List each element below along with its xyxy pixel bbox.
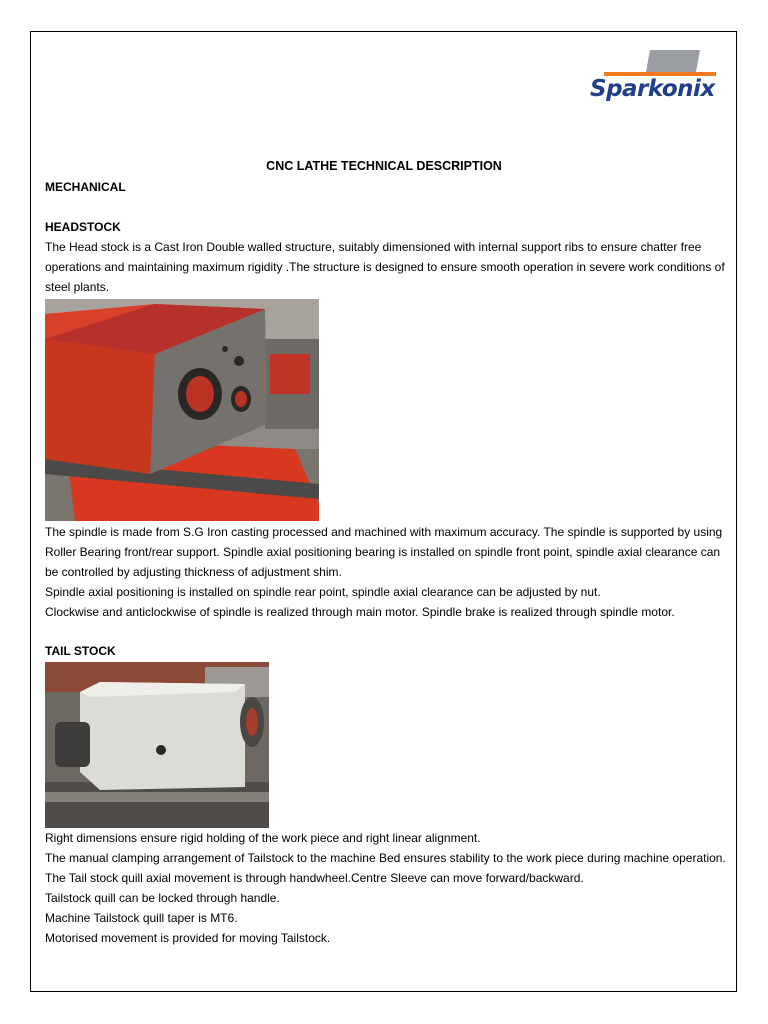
tailstock-detail-line: The Tail stock quill axial movement is through handwheel.Centre Sleeve can move forward/backward. — [45, 871, 584, 885]
headstock-photo — [45, 299, 319, 521]
tailstock-photo — [45, 662, 269, 828]
headstock-detail-line: The spindle is made from S.G Iron casting processed and machined with maximum accuracy. The spindle is supported by using Roller Bearing front/rear support. Spindle axial positioning bearing is installed on spindle front point, spindle axial clearance can be controlled by adjusting thickness of adjustment shim. — [45, 525, 723, 579]
headstock-heading: HEADSTOCK — [45, 220, 121, 234]
tailstock-detail-line: The manual clamping arrangement of Tailstock to the machine Bed ensures stability to the work piece during machine operation. — [45, 851, 726, 865]
tailstock-detail-line: Tailstock quill can be locked through handle. — [45, 891, 280, 905]
tailstock-detail-line: Right dimensions ensure rigid holding of the work piece and right linear alignment. — [45, 831, 481, 845]
tailstock-detail-line: Machine Tailstock quill taper is MT6. — [45, 911, 238, 925]
section-heading: MECHANICAL — [45, 180, 126, 194]
headstock-detail-line: Spindle axial positioning is installed on spindle rear point, spindle axial clearance can be adjusted by nut. — [45, 585, 601, 599]
logo-text: Sparkonix — [590, 76, 715, 102]
tailstock-detail-line: Motorised movement is provided for moving Tailstock. — [45, 931, 331, 945]
tailstock-heading: TAIL STOCK — [45, 644, 116, 658]
headstock-intro: The Head stock is a Cast Iron Double walled structure, suitably dimensioned with internal support ribs to ensure chatter free operations and maintaining maximum rigidity .The structure is designed to ensure smooth operation in severe work conditions of steel plants. — [45, 240, 725, 294]
headstock-detail-line: Clockwise and anticlockwise of spindle is realized through main motor. Spindle brake is realized through spindle motor. — [45, 605, 675, 619]
document-title: CNC LATHE TECHNICAL DESCRIPTION — [266, 159, 502, 173]
headstock-details — [45, 522, 727, 622]
sparkonix-logo — [590, 50, 720, 110]
tailstock-details — [45, 828, 727, 948]
